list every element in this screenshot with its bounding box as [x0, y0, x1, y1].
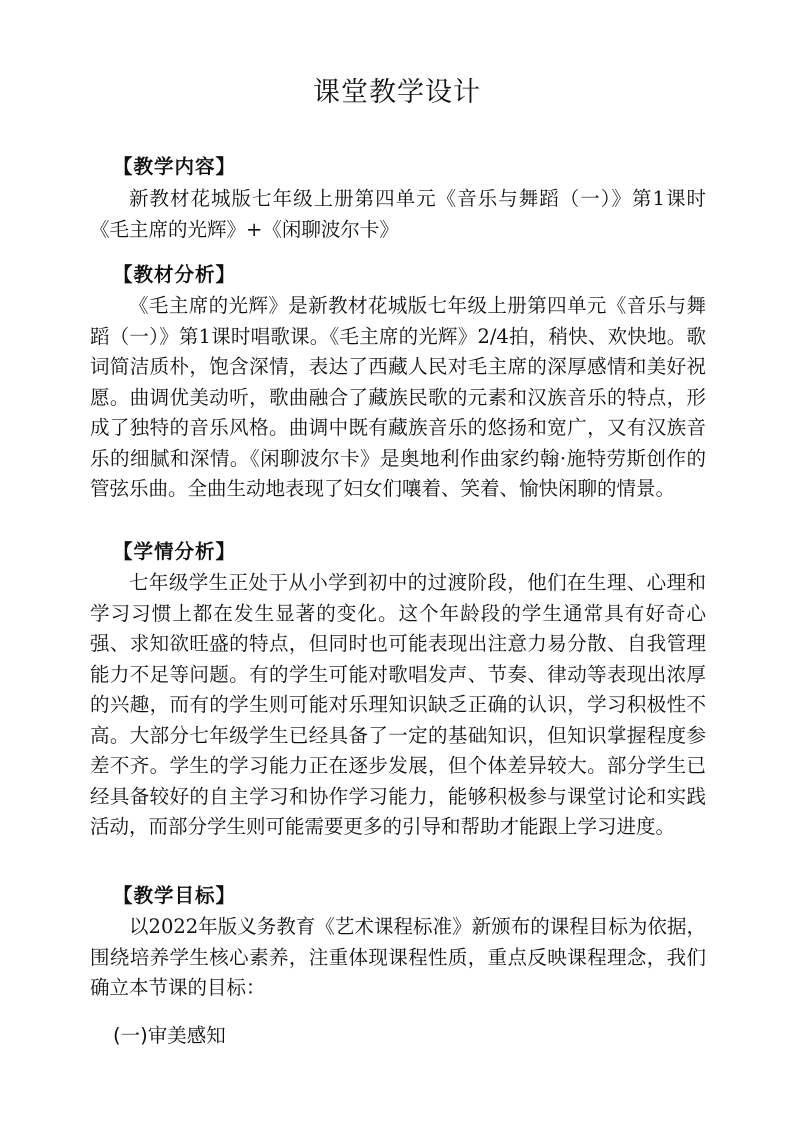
paragraph: 以2022年版义务教育《艺术课程标准》新颁布的课程目标为依据，围绕培养学生核心素养，注重体现课程性质，重点反映课程理念，我们确立本节课的目标： — [90, 915, 706, 999]
section-learner-analysis-text — [90, 568, 706, 843]
section-material-analysis-text — [90, 291, 706, 505]
paragraph: 新教材花城版七年级上册第四单元《音乐与舞蹈（一）》第1课时《毛主席的光辉》+《闲聊波尔卡》 — [90, 187, 706, 241]
section-heading-material-analysis: 【教材分析】 — [113, 263, 237, 286]
subheading-aesthetic-perception: (一)审美感知 — [113, 1024, 226, 1047]
section-heading-learner-analysis: 【学情分析】 — [113, 540, 237, 563]
section-heading-content: 【教学内容】 — [113, 155, 237, 178]
page-title: 课堂教学设计 — [313, 77, 481, 108]
section-teaching-goals-text — [90, 912, 706, 1004]
paragraph: 七年级学生正处于从小学到初中的过渡阶段，他们在生理、心理和学习习惯上都在发生显著的变化。这个年龄段的学生通常具有好奇心强、求知欲旺盛的特点，但同时也可能表现出注意力易分散、自我管理能力不足等问题。有的学生可能对歌唱发声、节奏、律动等表现出浓厚的兴趣，而有的学生则可能对乐理知识缺乏正确的认识，学习积极性不高。大部分七年级学生已经具备了一定的基础知识，但知识掌握程度参差不齐。学生的学习能力正在逐步发展，但个体差异较大。部分学生已经具备较好的自主学习和协作学习能力，能够积极参与课堂讨论和实践活动，而部分学生则可能需要更多的引导和帮助才能跟上学习进度。 — [90, 571, 706, 838]
paragraph: 《毛主席的光辉》是新教材花城版七年级上册第四单元《音乐与舞蹈（一）》第1课时唱歌课。《毛主席的光辉》2/4拍，稍快、欢快地。歌词简洁质朴，饱含深情，表达了西藏人民对毛主席的深厚感情和美好祝愿。曲调优美动听，歌曲融合了藏族民歌的元素和汉族音乐的特点，形成了独特的音乐风格。曲调中既有藏族音乐的悠扬和宽广，又有汉族音乐的细腻和深情。《闲聊波尔卡》是奥地利作曲家约翰·施特劳斯创作的管弦乐曲。全曲生动地表现了妇女们嚷着、笑着、愉快闲聊的情景。 — [90, 294, 706, 500]
section-heading-teaching-goals: 【教学目标】 — [113, 884, 237, 907]
section-content-text — [90, 184, 706, 245]
